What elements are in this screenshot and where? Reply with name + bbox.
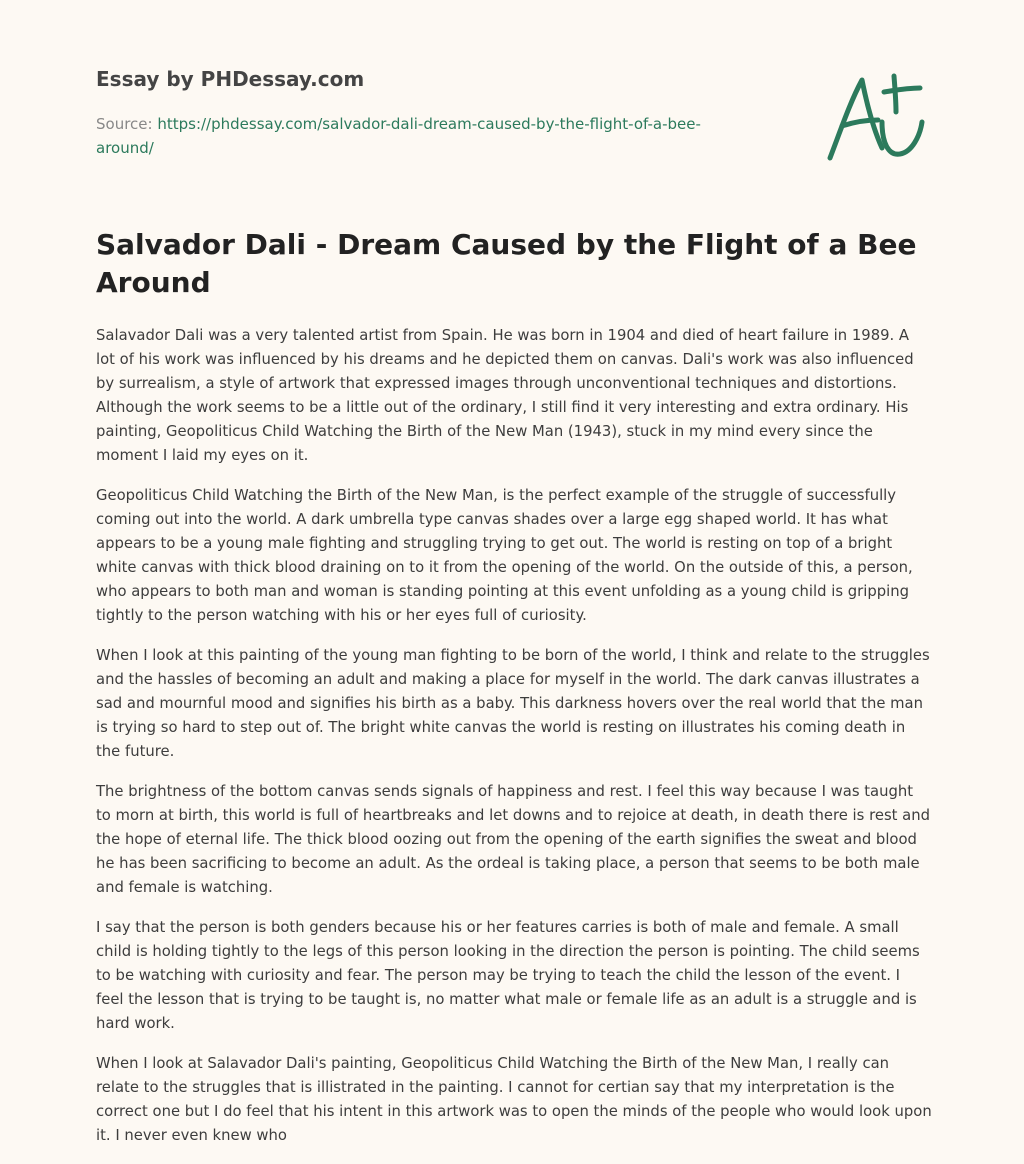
a-plus-logo-svg: [822, 66, 932, 166]
a-plus-logo-icon: [822, 66, 932, 166]
essay-paragraph: The brightness of the bottom canvas sends signals of happiness and rest. I feel this way because I was taught to morn at birth, this world is full of heartbreaks and let downs and to rejoice at death, in death there is rest and the hope of eternal life. The thick blood oozing out from the opening of the earth signifies the sweat and blood he has been sacrificing to become an adult. As the ordeal is taking place, a person that seems to be both male and female is watching.: [96, 783, 930, 896]
source-link[interactable]: https://phdessay.com/salvador-dali-dream-caused-by-the-flight-of-a-bee-around/: [96, 115, 701, 157]
essay-paragraph: When I look at Salavador Dali's painting, Geopoliticus Child Watching the Birth of the New Man, I really can relate to the struggles that is illistrated in the painting. I cannot for certian say that my interpretation is the correct one but I do feel that his intent in this artwork was to open the minds of the people who would look upon it. I never even knew who: [96, 1055, 932, 1144]
essay-paragraph: Salavador Dali was a very talented artist from Spain. He was born in 1904 and died of heart failure in 1989. A lot of his work was influenced by his dreams and he depicted them on canvas. Dali's work was also influenced by surrealism, a style of artwork that expressed images through unconventional techniques and distortions. Although the work seems to be a little out of the ordinary, I still find it very interesting and extra ordinary. His painting, Geopoliticus Child Watching the Birth of the New Man (1943), stuck in my mind every since the moment I laid my eyes on it.: [96, 327, 914, 464]
site-title: Essay by PHDessay.com: [96, 67, 365, 91]
source-label: Source:: [96, 115, 158, 133]
essay-body: [96, 324, 932, 1164]
page-header: [96, 66, 736, 160]
source-line: [96, 112, 736, 160]
essay-paragraph: I say that the person is both genders because his or her features carries is both of male and female. A small child is holding tightly to the legs of this person looking in the direction the person is pointing. The child seems to be watching with curiosity and fear. The person may be trying to teach the child the lesson of the event. I feel the lesson that is trying to be taught is, no matter what male or female life as an adult is a struggle and is hard work.: [96, 919, 920, 1032]
essay-paragraph: Geopoliticus Child Watching the Birth of the New Man, is the perfect example of the struggle of successfully coming out into the world. A dark umbrella type canvas shades over a large egg shaped world. It has what appears to be a young male fighting and struggling trying to get out. The world is resting on top of a bright white canvas with thick blood draining on to it from the opening of the world. On the outside of this, a person, who appears to both man and woman is standing pointing at this event unfolding as a young child is gripping tightly to the person watching with his or her eyes full of curiosity.: [96, 487, 913, 624]
essay-title: Salvador Dali - Dream Caused by the Flight of a Bee Around: [96, 228, 917, 299]
essay-paragraph: When I look at this painting of the young man fighting to be born of the world, I think and relate to the struggles and the hassles of becoming an adult and making a place for myself in the world. The dark canvas illustrates a sad and mournful mood and signifies his birth as a baby. This darkness hovers over the real world that the man is trying so hard to step out of. The bright white canvas the world is resting on illustrates his coming death in the future.: [96, 647, 930, 760]
